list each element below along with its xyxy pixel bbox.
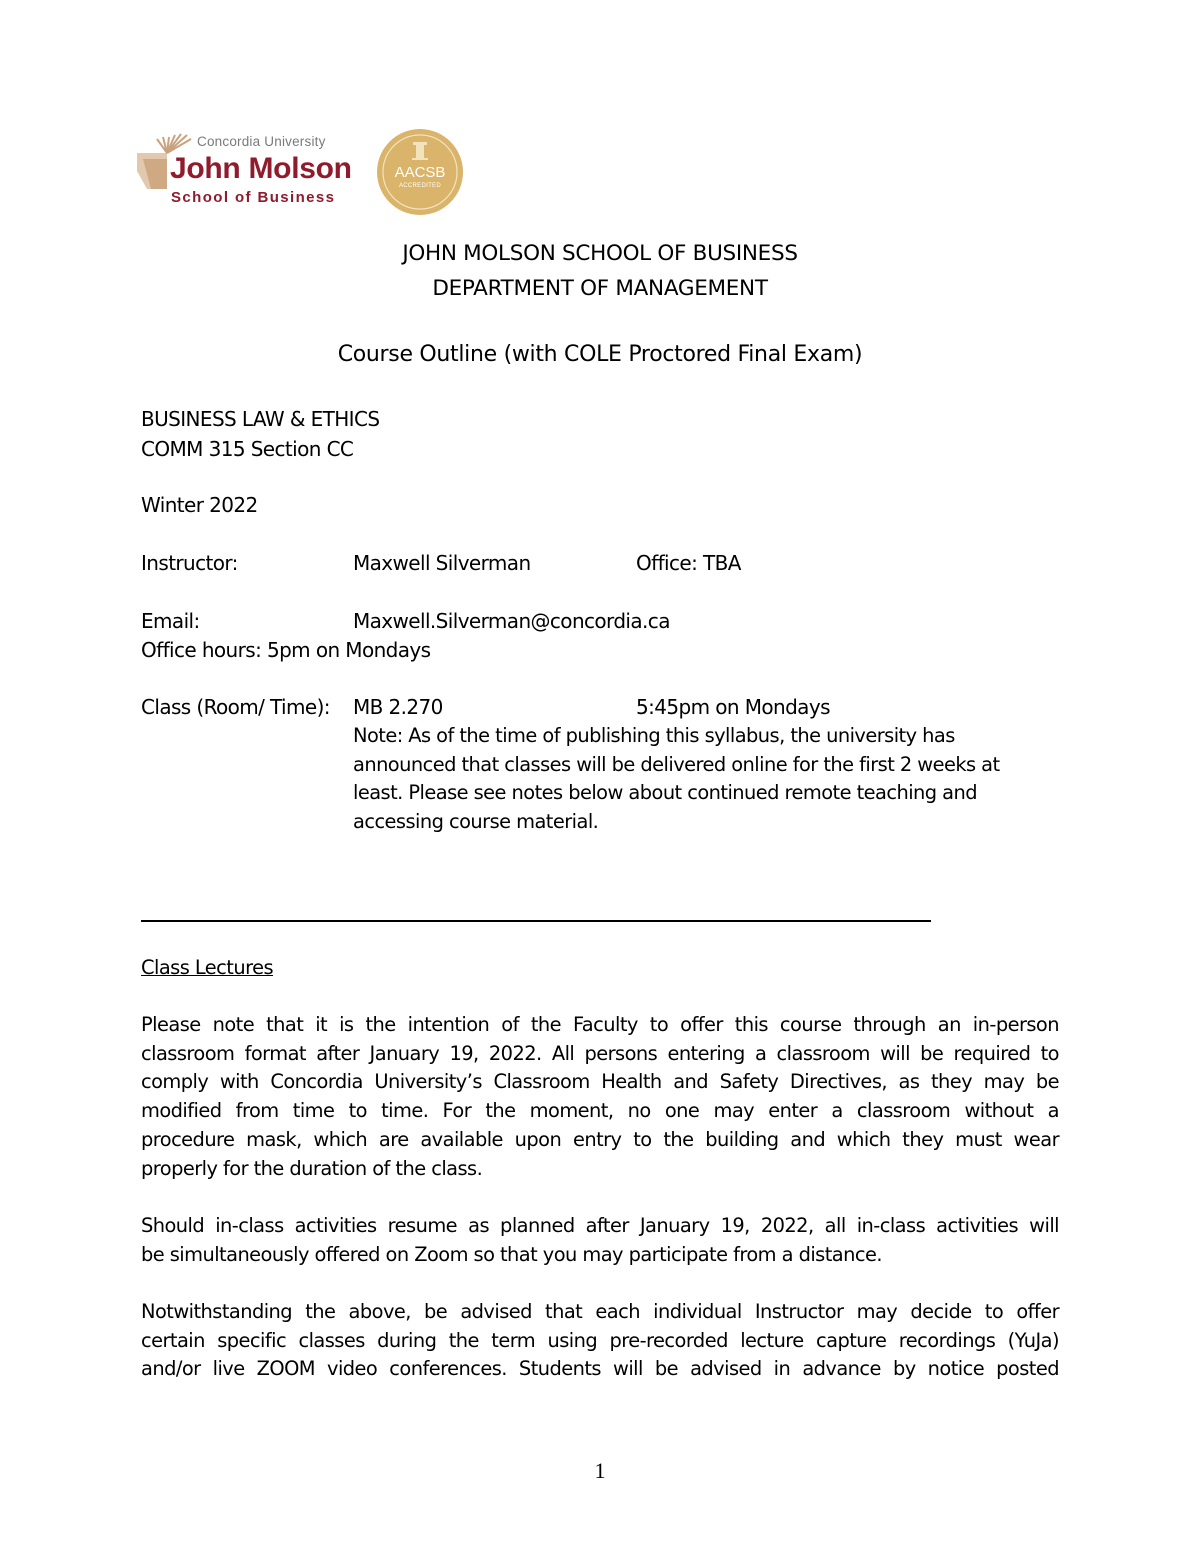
instructor-label: Instructor: (141, 551, 238, 575)
note-line: accessing course material. (353, 810, 599, 834)
email-label: Email: (141, 609, 200, 633)
seal-main-text: AACSB (394, 164, 446, 181)
note-line: announced that classes will be delivered online for the first 2 weeks at (353, 752, 1000, 776)
paragraph-line: procedure mask, which are available upon entry to the building and which they must wear (141, 1127, 1059, 1151)
paragraph-line: comply with Concordia University’s Classroom Health and Safety Directives, as they may be (141, 1070, 1059, 1094)
lectures-paragraph-1 (141, 1011, 1059, 1183)
note-line: least. Please see notes below about continued remote teaching and (353, 781, 977, 805)
paragraph-line: classroom format after January 19, 2022. All persons entering a classroom will be required to (141, 1041, 1059, 1065)
class-label: Class (Room/ Time): (141, 695, 330, 719)
paragraph-line: Should in-class activities resume as planned after January 19, 2022, all in-class activities will (141, 1214, 1059, 1237)
lectures-paragraph-3 (141, 1298, 1059, 1384)
office-hours: Office hours: 5pm on Mondays (141, 638, 431, 662)
seal-sub-text: ACCREDITED (398, 183, 441, 189)
lectures-paragraph-2 (141, 1212, 1059, 1269)
paragraph-line: Notwithstanding the above, be advised that each individual Instructor may decide to offer (141, 1300, 1059, 1323)
aacsb-seal (376, 128, 464, 216)
section-divider (141, 920, 931, 922)
page-number: 1 (594, 1458, 606, 1483)
department-heading: DEPARTMENT OF MANAGEMENT (432, 276, 768, 301)
course-name: BUSINESS LAW & ETHICS (141, 407, 380, 431)
paragraph-line: certain specific classes during the term using pre-recorded lecture capture recordings (YuJa) (141, 1328, 1059, 1352)
course-code: COMM 315 Section CC (141, 437, 354, 461)
school-heading: JOHN MOLSON SCHOOL OF BUSINESS (402, 241, 798, 266)
paragraph-line: and/or live ZOOM video conferences. Students will be advised in advance by notice posted (141, 1357, 1059, 1381)
paragraph-line: modified from time to time. For the moment, no one may enter a classroom without a (141, 1099, 1059, 1123)
logo-school-text: School of Business (171, 189, 336, 206)
class-time: 5:45pm on Mondays (636, 695, 830, 719)
office-location: Office: TBA (636, 551, 741, 575)
paragraph-line: be simultaneously offered on Zoom so that you may participate from a distance. (141, 1242, 882, 1266)
class-note (353, 722, 1053, 837)
paragraph-line: properly for the duration of the class. (141, 1156, 483, 1180)
instructor-value: Maxwell Silverman (353, 551, 531, 575)
paragraph-line: Please note that it is the intention of the Faculty to offer this course through an in-person (141, 1013, 1059, 1036)
note-line: Note: As of the time of publishing this syllabus, the university has (353, 724, 955, 747)
outline-title: Course Outline (with COLE Proctored Final Exam) (337, 342, 863, 367)
lectures-heading: Class Lectures (141, 956, 274, 979)
logo-name-text: John Molson (170, 152, 352, 185)
email-value[interactable]: Maxwell.Silverman@concordia.ca (353, 609, 670, 633)
class-room: MB 2.270 (353, 695, 443, 719)
logo-university-text: Concordia University (197, 134, 326, 149)
jmsb-logo (133, 127, 473, 217)
course-term: Winter 2022 (141, 493, 258, 517)
